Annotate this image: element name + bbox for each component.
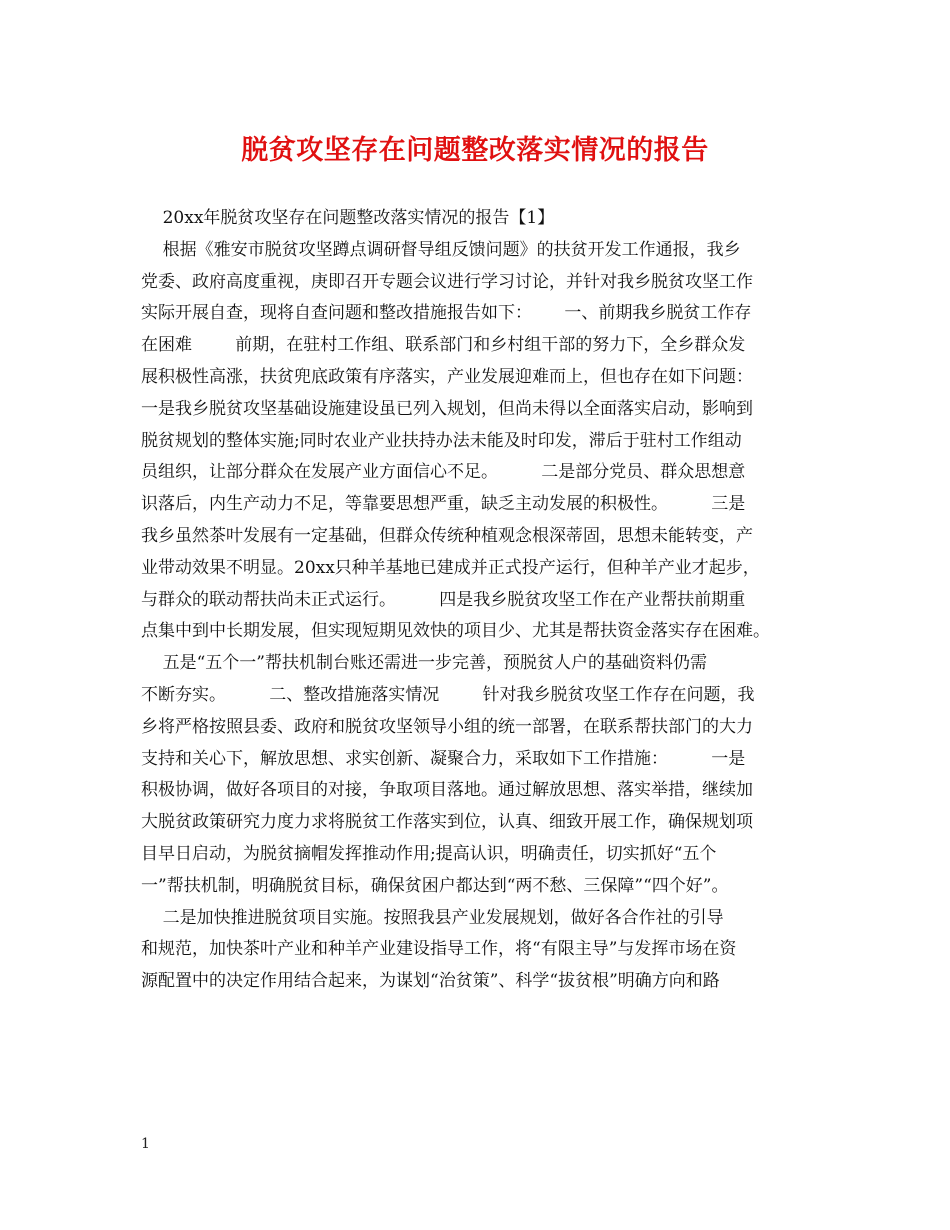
body-line: 支持和关心下，解放思想、求实创新、凝聚合力，采取如下工作措施： 一是 [141,748,746,769]
body-line: 乡将严格按照县委、政府和脱贫攻坚领导小组的统一部署，在联系帮扶部门的大力 [141,716,753,737]
body-line: 业带动效果不明显。20xx只种羊基地已建成并正式投产运行，但种羊产业才起步， [141,557,760,578]
document-body [141,203,813,998]
body-line: 根据《雅安市脱贫攻坚蹲点调研督导组反馈问题》的扶贫开发工作通报，我乡 [141,239,741,260]
body-line: 目早日启动，为脱贫摘帽发挥推动作用;提高认识，明确责任，切实抓好“五个 [141,843,717,864]
body-line: 和规范，加快茶叶产业和种羊产业建设指导工作，将“有限主导”与发挥市场在资 [141,939,737,960]
body-line: 与群众的联动帮扶尚未正式运行。 四是我乡脱贫攻坚工作在产业帮扶前期重 [141,589,746,610]
body-line: 一”帮扶机制，明确脱贫目标，确保贫困户都达到“两不愁、三保障”“四个好”。 [141,875,729,896]
page-number: 1 [141,1136,150,1152]
body-line: 点集中到中长期发展，但实现短期见效快的项目少、尤其是帮扶资金落实存在困难。 [141,621,770,642]
body-line: 积极协调，做好各项目的对接，争取项目落地。通过解放思想、落实举措，继续加 [141,780,753,801]
document-title: 脱贫攻坚存在问题整改落实情况的报告 [241,135,709,166]
body-line: 识落后，内生产动力不足，等靠要思想严重，缺乏主动发展的积极性。 三是 [141,494,746,515]
body-line: 五是“五个一”帮扶机制台账还需进一步完善，预脱贫人户的基础资料仍需 [141,653,707,674]
body-line: 大脱贫政策研究力度力求将脱贫工作落实到位，认真、细致开展工作，确保规划项 [141,812,753,833]
body-line: 源配置中的决定作用结合起来，为谋划“治贫策”、科学“拔贫根”明确方向和路 [141,971,720,992]
body-line: 实际开展自查，现将自查问题和整改措施报告如下： 一、前期我乡脱贫工作存 [141,303,752,324]
body-line: 党委、政府高度重视，庚即召开专题会议进行学习讨论，并针对我乡脱贫攻坚工作 [141,271,753,292]
body-line: 展积极性高涨，扶贫兜底政策有序落实，产业发展迎难而上，但也存在如下问题： [141,366,753,387]
body-line: 员组织，让部分群众在发展产业方面信心不足。 二是部分党员、群众思想意 [141,462,746,483]
body-line: 二是加快推进脱贫项目实施。按照我县产业发展规划，做好各合作社的引导 [141,907,724,928]
body-line: 不断夯实。 二、整改措施落实情况 针对我乡脱贫攻坚工作存在问题，我 [141,684,755,705]
body-line: 在困难 前期，在驻村工作组、联系部门和乡村组干部的努力下，全乡群众发 [141,335,746,356]
body-line: 20xx年脱贫攻坚存在问题整改落实情况的报告【1】 [141,208,555,228]
body-line: 脱贫规划的整体实施;同时农业产业扶持办法未能及时印发，滞后于驻村工作组动 [141,430,742,451]
body-line: 我乡虽然茶叶发展有一定基础，但群众传统种植观念根深蒂固，思想未能转变，产 [141,525,753,546]
body-line: 一是我乡脱贫攻坚基础设施建设虽已列入规划，但尚未得以全面落实启动，影响到 [141,398,753,419]
